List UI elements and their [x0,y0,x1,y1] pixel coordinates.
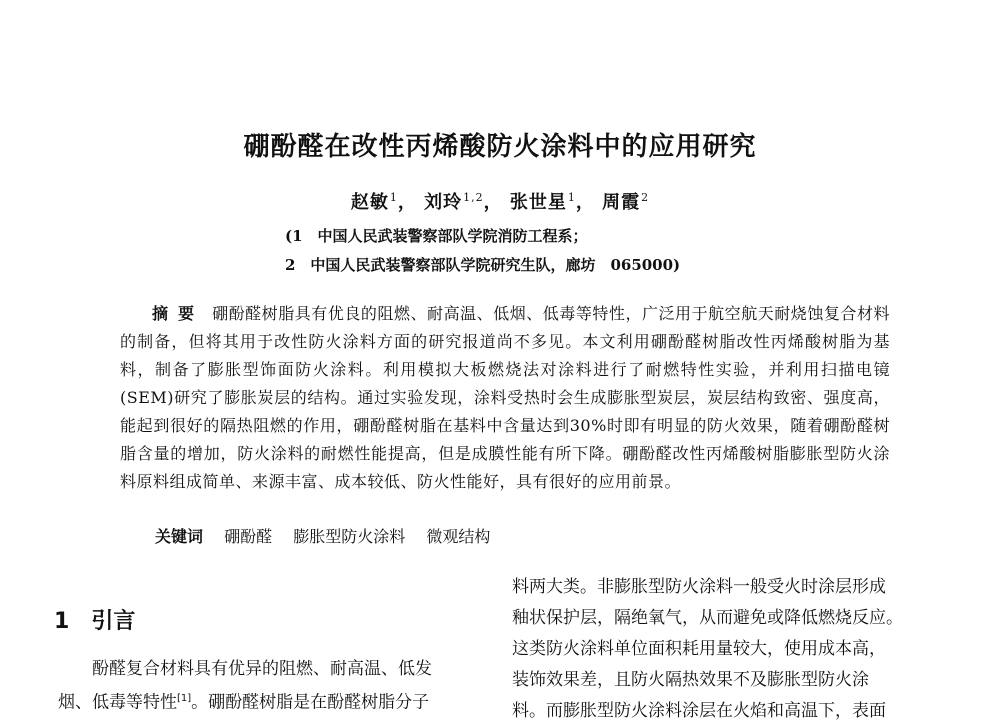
abstract-text: 硼酚醛树脂具有优良的阻燃、耐高温、低烟、低毒等特性，广泛用于航空航天耐烧蚀复合材料的制备，但将其用于改性防火涂料方面的研究报道尚不多见。本文利用硼酚醛树脂改性丙烯酸树脂为基料，制备了膨胀型饰面防火涂料。利用模拟大板燃烧法对涂料进行了耐燃特性实验，并利用扫描电镜(SEM)研究了膨胀炭层的结构。通过实验发现，涂料受热时会生成膨胀型炭层，炭层结构致密、强度高，能起到很好的隔热阻燃的作用，硼酚醛树脂在基料中含量达到30%时即有明显的防火效果，随着硼酚醛树脂含量的增加，防火涂料的耐燃性能提高，但是成膜性能有所下降。硼酚醛改性丙烯酸树脂膨胀型防火涂料原料组成简单、来源丰富、成本较低、防火性能好，具有很好的应用前景。 [120,304,890,491]
body-text: 。硼酚醛树脂是在酚醛树脂分子 [191,692,430,713]
author-name: 刘玲 [424,192,463,213]
keyword-item: 膨胀型防火涂料 [293,527,406,546]
author-separator: ， [483,192,503,213]
author-affiliation-mark: 1 [567,191,576,204]
abstract-label: 摘要 [152,304,205,323]
author-list [0,188,1000,214]
body-line: 装饰效果差，且防火隔热效果不及膨胀型防火涂 [512,670,869,690]
author-affiliation-mark: 1,2 [463,191,484,204]
author-name: 张世星 [509,192,567,213]
body-line: 料两大类。非膨胀型防火涂料一般受火时涂层形成 [512,577,886,597]
body-line: 料。而膨胀型防火涂料涂层在火焰和高温下，表面 [512,701,886,721]
author-name: 周霞 [602,192,641,213]
right-column-body [512,572,940,727]
citation-ref: [1] [177,693,192,704]
keyword-item: 微观结构 [426,527,491,546]
keyword-item: 硼酚醛 [224,527,273,546]
author-separator: ， [575,192,595,213]
left-column-body [58,654,478,718]
body-line: 酚醛复合材料具有优异的阻燃、耐高温、低发 [92,659,432,679]
author-name: 赵敏 [350,192,389,213]
keywords [155,524,506,547]
section-number: 1 [54,609,70,634]
author-separator: ， [397,192,417,213]
body-text: 烟、低毒等特性 [58,692,177,713]
body-line: 这类防火涂料单位面积耗用量较大，使用成本高， [512,639,886,659]
affiliation-1: (1 中国人民武装警察部队学院消防工程系； [285,227,588,245]
author-affiliation-mark: 1 [389,191,398,204]
affiliation-2: 2 中国人民武装警察部队学院研究生队，廊坊 065000) [285,256,681,274]
author-affiliation-mark: 2 [641,191,650,204]
section-heading [54,604,135,635]
keywords-label: 关键词 [155,527,204,546]
section-title: 引言 [91,609,136,634]
body-line: 釉状保护层，隔绝氧气，从而避免或降低燃烧反应。 [512,608,903,628]
paper-title: 硼酚醛在改性丙烯酸防火涂料中的应用研究 [243,132,757,162]
abstract [120,300,890,496]
